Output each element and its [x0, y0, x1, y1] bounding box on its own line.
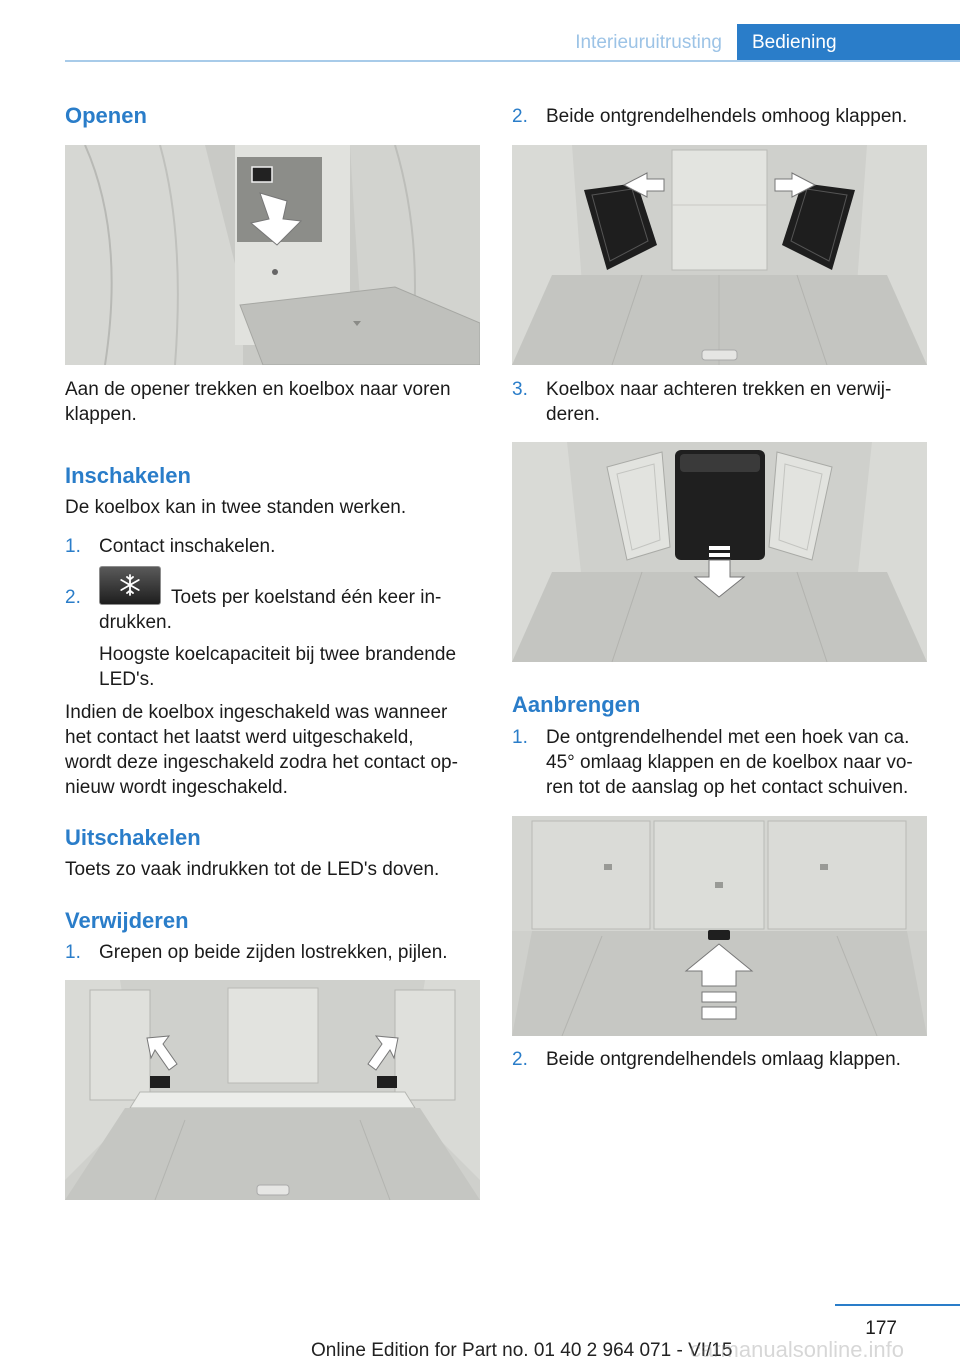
inschakelen-paragraph: Indien de koelbox ingeschakeld was wanneer het contact het laatst werd uitgeschakeld, wordt deze ingeschakeld zodra het contact op- nieuw wordt ingeschakeld. [65, 702, 458, 798]
step-number: 2. [512, 106, 528, 127]
step-number: 1. [65, 942, 81, 963]
illustration-aanbrengen-drawing [512, 816, 927, 1036]
footer-edition: Online Edition for Part no. 01 40 2 964 071 - VI/15 [311, 1340, 733, 1361]
heading-openen: Openen [65, 103, 147, 128]
header-chapter-label: Bediening [752, 32, 837, 53]
uitschakelen-text: Toets zo vaak indrukken tot de LED's doven. [65, 859, 440, 880]
list-item [512, 377, 927, 427]
list-item [512, 104, 927, 129]
step-text: De ontgrendelhendel met een hoek van ca. 45° omlaag klappen en de koelbox naar vo- ren tot de aanslag op het contact schuiven. [546, 727, 913, 798]
step-number: 3. [512, 379, 528, 400]
heading-verwijderen: Verwijderen [65, 908, 189, 933]
list-item [65, 534, 480, 559]
snowflake-icon [118, 573, 142, 597]
step-number: 1. [65, 536, 81, 557]
list-item [512, 725, 927, 800]
page-number: 177 [865, 1318, 897, 1339]
illustration-koelbox-verwijderen [512, 442, 927, 662]
illustration-hendels-omhoog-drawing [512, 145, 927, 365]
list-item [65, 940, 480, 965]
list-item [65, 585, 480, 635]
heading-uitschakelen: Uitschakelen [65, 825, 201, 850]
illustration-verwijderen-grepen-drawing [65, 980, 480, 1200]
illustration-openen [65, 145, 480, 365]
step-number: 2. [512, 1049, 528, 1070]
heading-aanbrengen: Aanbrengen [512, 692, 641, 717]
header-divider [65, 60, 960, 62]
heading-inschakelen: Inschakelen [65, 463, 191, 488]
step-text: Contact inschakelen. [99, 536, 276, 557]
watermark: carmanualsonline.info [690, 1337, 905, 1362]
illustration-koelbox-verwijderen-drawing [512, 442, 927, 662]
step-number: 2. [65, 587, 81, 608]
list-item [512, 1047, 927, 1072]
cooling-button-image [99, 566, 161, 605]
footer-divider [835, 1304, 960, 1306]
inschakelen-intro: De koelbox kan in twee standen werken. [65, 497, 407, 518]
step-text: Koelbox naar achteren trekken en verwij- deren. [546, 379, 892, 425]
step-note: Hoogste koelcapaciteit bij twee brandende LED's. [99, 644, 457, 690]
illustration-hendels-omhoog [512, 145, 927, 365]
caption-openen: Aan de opener trekken en koelbox naar voren klappen. [65, 379, 451, 425]
step-number: 1. [512, 727, 528, 748]
illustration-aanbrengen [512, 816, 927, 1036]
step-text: Toets per koelstand één keer in- drukken. [99, 587, 442, 633]
header-chapter-tab [737, 24, 960, 61]
illustration-openen-drawing [65, 145, 480, 365]
step-text: Grepen op beide zijden lostrekken, pijlen. [99, 942, 448, 963]
step-text: Beide ontgrendelhendels omhoog klappen. [546, 106, 908, 127]
step-text: Beide ontgrendelhendels omlaag klappen. [546, 1049, 901, 1070]
illustration-verwijderen-grepen [65, 980, 480, 1200]
header-section-label: Interieuruitrusting [575, 32, 722, 53]
step-text-with-button [99, 585, 441, 635]
